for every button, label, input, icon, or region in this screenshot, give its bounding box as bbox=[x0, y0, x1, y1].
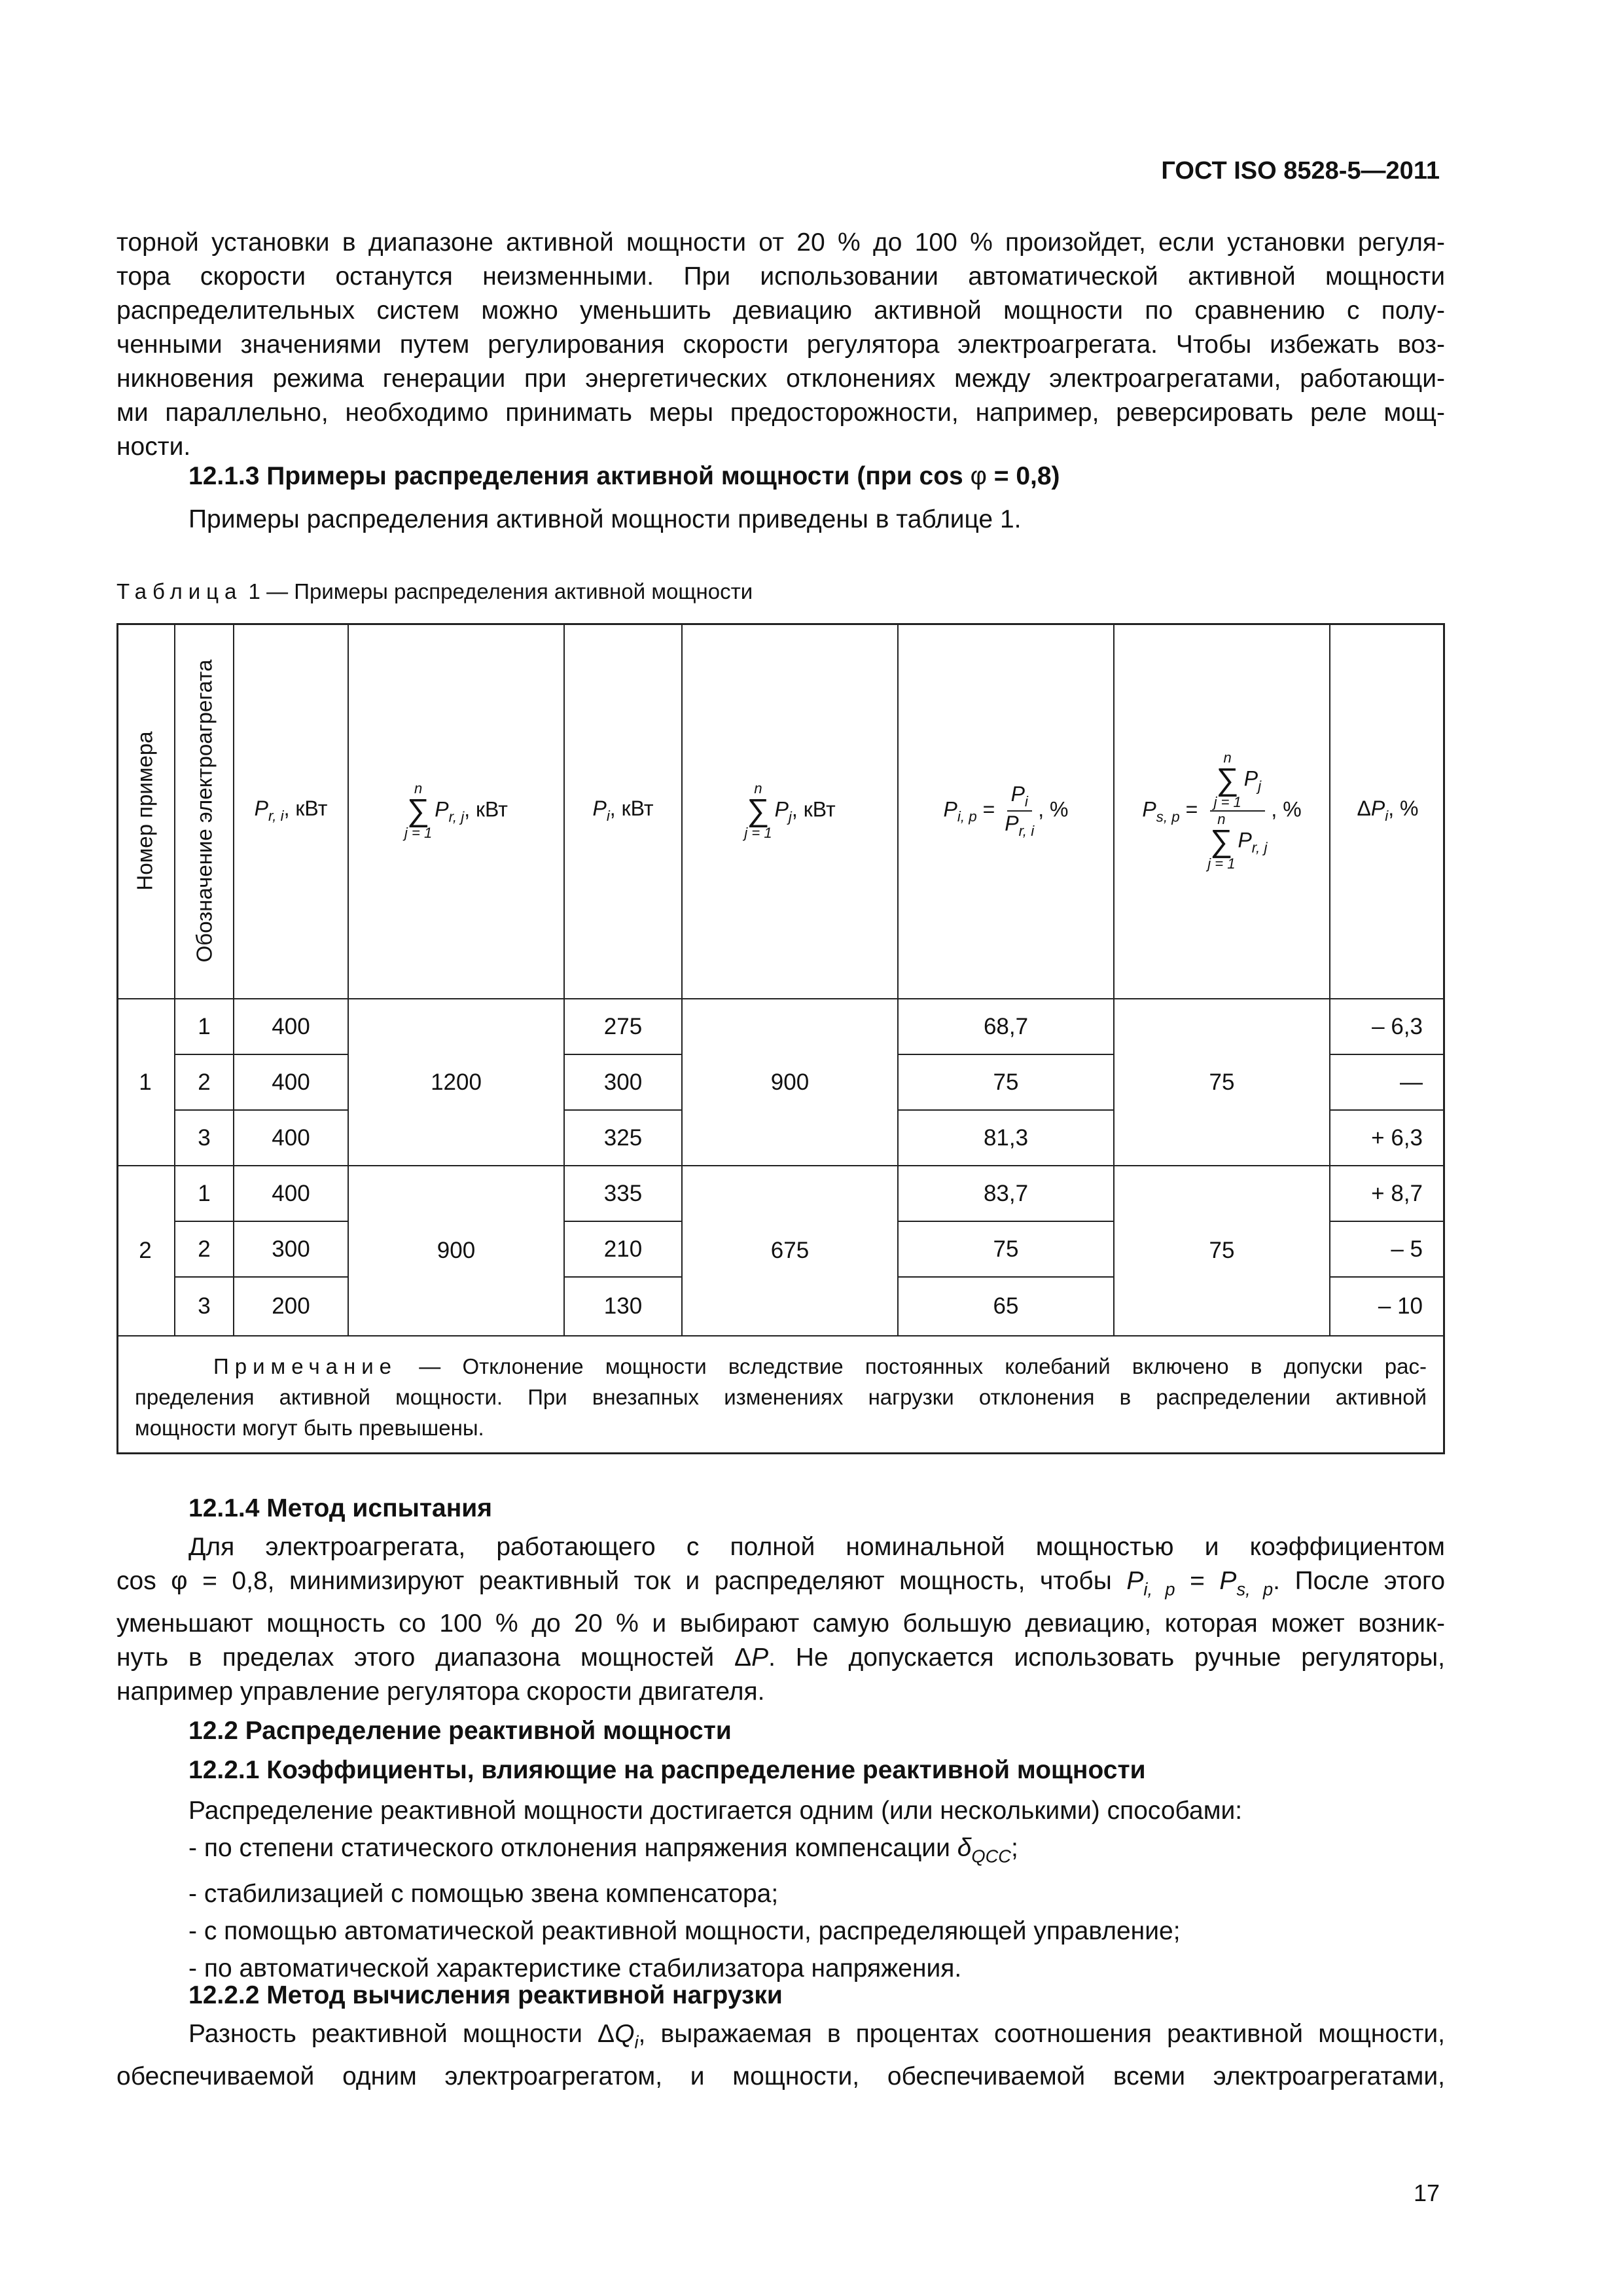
example-number: 1 bbox=[116, 999, 175, 1166]
text-line: уменьшают мощность со 100 % до 20 % и выбирают самую большую девиацию, которая может возник- bbox=[116, 1609, 1445, 1638]
text-line: ности. bbox=[116, 433, 191, 461]
pip-cell: 68,7 bbox=[899, 999, 1115, 1055]
text-line: распределительных систем можно уменьшить девиацию активной мощности по сравнению с полу- bbox=[116, 296, 1445, 325]
section-heading-12-1-3: 12.1.3 Примеры распределения активной мощности (при cos φ = 0,8) bbox=[188, 462, 1060, 490]
pip-cell: 75 bbox=[899, 1222, 1115, 1278]
list-item: - стабилизацией с помощью звена компенсатора; bbox=[188, 1879, 779, 1908]
list-item: - по степени статического отклонения напряжения компенсации $\delta_{QCC}$; bbox=[188, 1834, 1018, 1867]
section-text-12-1-4 bbox=[116, 1530, 1445, 1709]
pip-cell: 81,3 bbox=[899, 1111, 1115, 1166]
header-delta-p: $\Delta P_i$, % bbox=[1330, 623, 1445, 999]
header-unit-designation: Обозначение электроагрегата bbox=[175, 623, 234, 999]
section-text-12-2-1 bbox=[188, 1792, 1242, 1987]
unit-cell: 3 bbox=[175, 1111, 234, 1166]
sum-pr-value: 1200 bbox=[349, 999, 565, 1166]
sum-pr-value: 900 bbox=[349, 1166, 565, 1336]
delta-p-cell: – 5 bbox=[1330, 1222, 1445, 1278]
text-line: Распределение реактивной мощности достигается одним (или несколькими) способами: bbox=[188, 1797, 1243, 1825]
unit-cell: 1 bbox=[175, 999, 234, 1055]
delta-p-cell: + 8,7 bbox=[1330, 1166, 1445, 1222]
text-line: торной установки в диапазоне активной мощности от 20 % до 100 % произойдет, если установки регуля- bbox=[116, 228, 1445, 257]
note-line: пределения активной мощности. При внезапных изменениях нагрузки отклонения в распределении активной bbox=[135, 1385, 1427, 1409]
pi-cell: 130 bbox=[565, 1278, 683, 1336]
text-line: нуть в пределах этого диапазона мощностей ΔP. Не допускается использовать ручные регуляторы, bbox=[116, 1643, 1445, 1672]
text-line: например управление регулятора скорости двигателя. bbox=[116, 1677, 765, 1706]
unit-cell: 2 bbox=[175, 1222, 234, 1278]
pip-cell: 65 bbox=[899, 1278, 1115, 1336]
table-note bbox=[116, 1336, 1445, 1454]
delta-p-cell: + 6,3 bbox=[1330, 1111, 1445, 1166]
pip-cell: 83,7 bbox=[899, 1166, 1115, 1222]
paragraph-intro bbox=[116, 226, 1445, 464]
psp-value: 75 bbox=[1115, 1166, 1330, 1336]
note-line: мощности могут быть превышены. bbox=[135, 1416, 484, 1440]
pi-cell: 300 bbox=[565, 1055, 683, 1111]
list-item: - по автоматической характеристике стабилизатора напряжения. bbox=[188, 1954, 962, 1982]
page-number: 17 bbox=[1413, 2179, 1440, 2206]
table-caption: Таблица 1 — Примеры распределения активной мощности bbox=[116, 579, 753, 603]
text-line: cos φ = 0,8, минимизируют реактивный ток и распределяют мощность, чтобы $P_{i, p} = P_{s, p}$. После этого bbox=[116, 1567, 1446, 1600]
text-line: Разность реактивной мощности $\Delta Q_i$, выражаемая в процентах соотношения реактивной мощности, bbox=[188, 2020, 1445, 2053]
pr-cell: 400 bbox=[234, 999, 349, 1055]
text-line: никновения режима генерации при энергетических отклонениях между электроагрегатами, работающи- bbox=[116, 365, 1445, 393]
unit-cell: 3 bbox=[175, 1278, 234, 1336]
delta-p-cell: – 6,3 bbox=[1330, 999, 1445, 1055]
header-example-no: Номер примера bbox=[116, 623, 175, 999]
text-line: ченными значениями путем регулирования скорости регулятора электроагрегата. Чтобы избежать воз- bbox=[116, 331, 1445, 359]
note-line: Примечание — Отклонение мощности вследствие постоянных колебаний включено в допуски рас- bbox=[213, 1354, 1427, 1378]
pr-cell: 200 bbox=[234, 1278, 349, 1336]
power-distribution-table bbox=[116, 623, 1445, 1454]
pi-cell: 275 bbox=[565, 999, 683, 1055]
section-text-12-2-2 bbox=[116, 2017, 1445, 2094]
delta-p-cell: – 10 bbox=[1330, 1278, 1445, 1336]
header-pip: $P_{i, p}$ = $\frac{P_i}{P_{r, i}}$ , % bbox=[899, 623, 1115, 999]
unit-cell: 2 bbox=[175, 1055, 234, 1111]
text-line: ми параллельно, необходимо принимать меры предосторожности, например, реверсировать реле мощ- bbox=[116, 399, 1445, 427]
list-item: - с помощью автоматической реактивной мощности, распределяющей управление; bbox=[188, 1916, 1181, 1945]
pi-cell: 325 bbox=[565, 1111, 683, 1166]
section-heading-12-2: 12.2 Распределение реактивной мощности bbox=[188, 1717, 732, 1745]
psp-value: 75 bbox=[1115, 999, 1330, 1166]
sum-pi-value: 675 bbox=[683, 1166, 899, 1336]
header-pi: $P_i$, кВт bbox=[565, 623, 683, 999]
pr-cell: 400 bbox=[234, 1166, 349, 1222]
section-text-12-1-3: Примеры распределения активной мощности приведены в таблице 1. bbox=[188, 505, 1022, 533]
pr-cell: 300 bbox=[234, 1222, 349, 1278]
example-number: 2 bbox=[116, 1166, 175, 1336]
header-psp: $P_{s, p}$ = n ∑ j = 1 $P_j$ n ∑ j = 1 $P_{r, j}$ , % bbox=[1115, 623, 1330, 999]
sum-pi-value: 900 bbox=[683, 999, 899, 1166]
section-heading-12-2-1: 12.2.1 Коэффициенты, влияющие на распределение реактивной мощности bbox=[188, 1756, 1146, 1784]
pi-cell: 335 bbox=[565, 1166, 683, 1222]
pi-cell: 210 bbox=[565, 1222, 683, 1278]
text-line: Для электроагрегата, работающего с полной номинальной мощностью и коэффициентом bbox=[188, 1533, 1445, 1561]
text-line: тора скорости останутся неизменными. При использовании автоматической активной мощности bbox=[116, 262, 1445, 291]
pr-cell: 400 bbox=[234, 1111, 349, 1166]
pip-cell: 75 bbox=[899, 1055, 1115, 1111]
unit-cell: 1 bbox=[175, 1166, 234, 1222]
pr-cell: 400 bbox=[234, 1055, 349, 1111]
header-sum-pr: n ∑ j = 1 $P_{r, j}$, кВт bbox=[349, 623, 565, 999]
document-code: ГОСТ ISO 8528-5—2011 bbox=[1161, 157, 1440, 185]
section-heading-12-1-4: 12.1.4 Метод испытания bbox=[188, 1494, 493, 1522]
text-line: обеспечиваемой одним электроагрегатом, и мощности, обеспечиваемой всеми электроагрегатами, bbox=[116, 2062, 1445, 2090]
section-heading-12-2-2: 12.2.2 Метод вычисления реактивной нагрузки bbox=[188, 1981, 783, 2009]
header-pr: $P_{r, i}$, кВт bbox=[234, 623, 349, 999]
delta-p-cell: — bbox=[1330, 1055, 1445, 1111]
header-sum-pi: n ∑ j = 1 $P_j$, кВт bbox=[683, 623, 899, 999]
